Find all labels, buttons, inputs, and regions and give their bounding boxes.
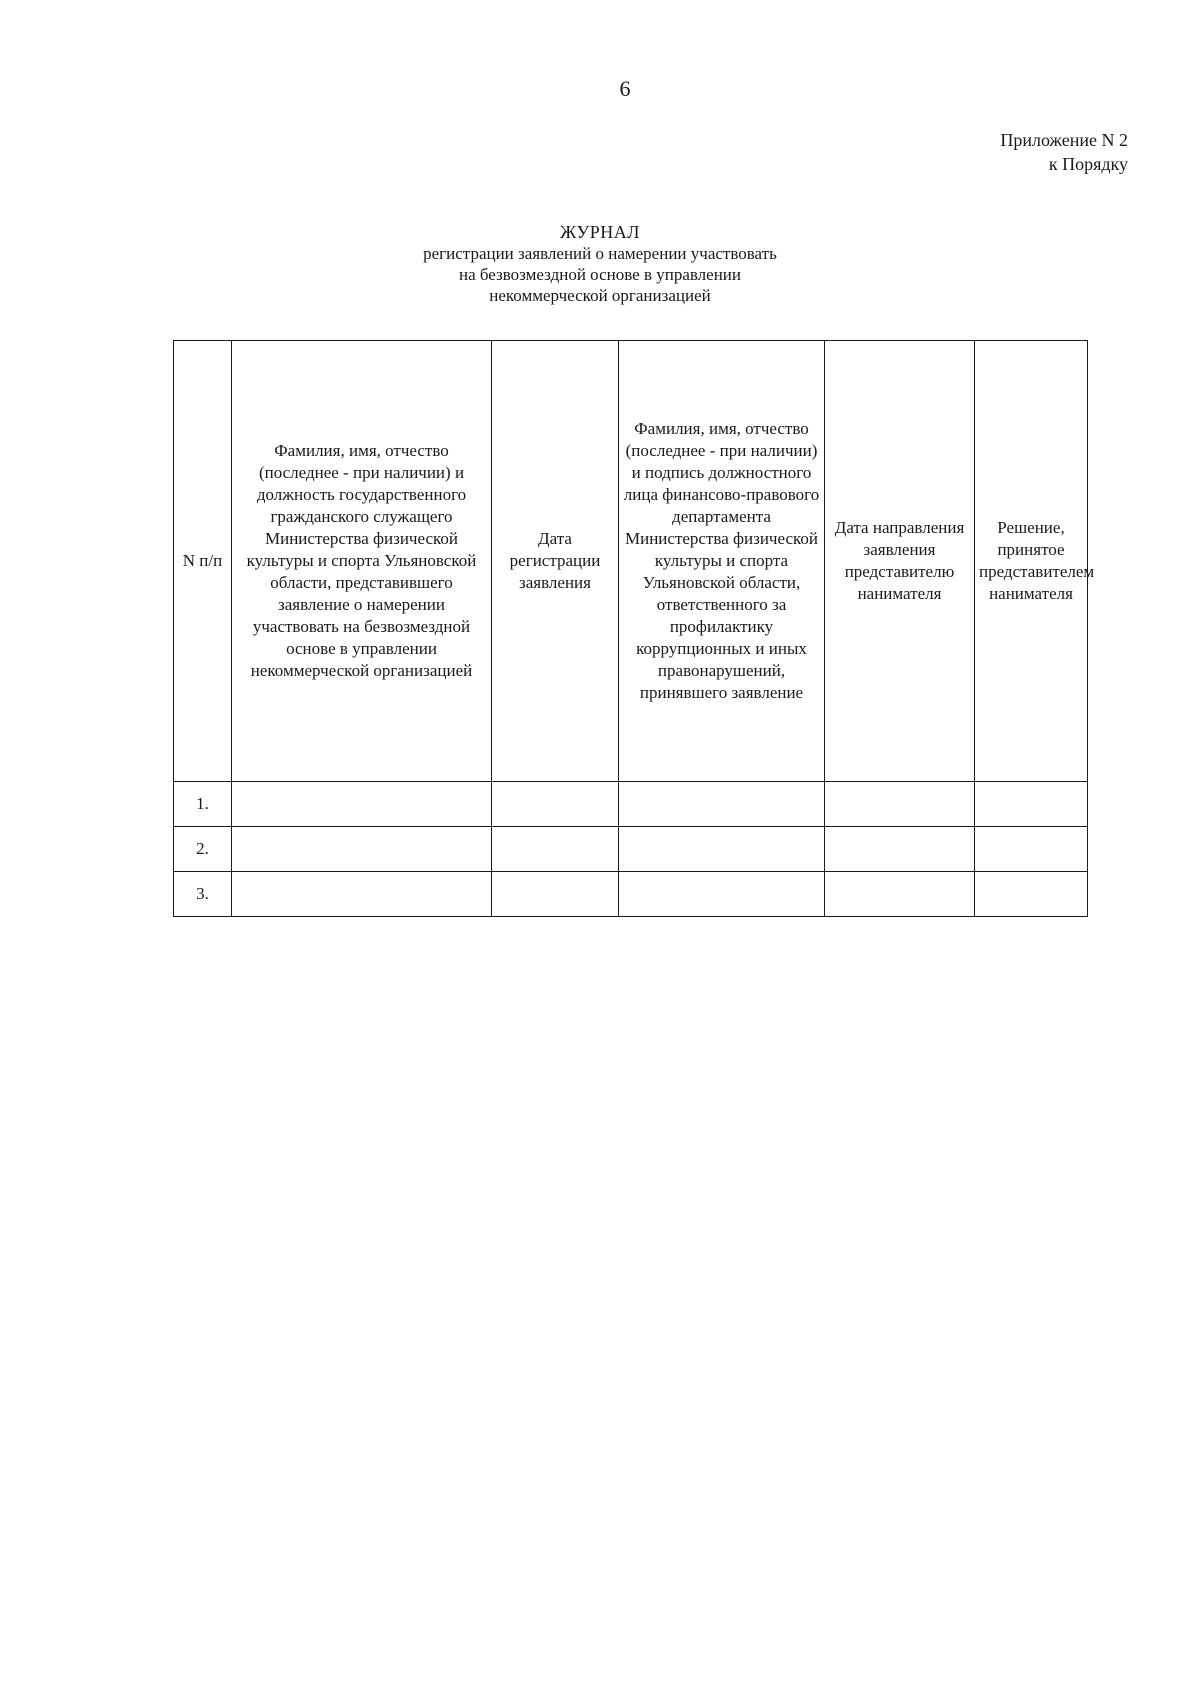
cell-decision xyxy=(975,782,1088,827)
page-number: 6 xyxy=(619,76,631,101)
cell-decision xyxy=(975,827,1088,872)
table-header-row xyxy=(174,341,1088,782)
journal-table xyxy=(173,340,1095,917)
row-number: 1. xyxy=(174,782,232,827)
appendix-line-1: Приложение N 2 xyxy=(1000,130,1128,150)
cell-sent-date xyxy=(825,827,975,872)
cell-sent-date xyxy=(825,872,975,917)
table-row xyxy=(174,782,1088,827)
header-sent-date: Дата направления заявления представителю нанимателя xyxy=(825,341,975,782)
title-line-1: регистрации заявлений о намерении участвовать xyxy=(423,244,777,263)
appendix-reference xyxy=(1000,128,1128,176)
table-row xyxy=(174,872,1088,917)
appendix-line-2: к Порядку xyxy=(1048,154,1128,174)
cell-responsible-official xyxy=(619,872,825,917)
cell-employee-name xyxy=(232,782,492,827)
header-employee-name: Фамилия, имя, отчество (последнее - при наличии) и должность государственного гражданского служащего Министерства физической культуры и спорта Ульяновской области, представившего заявление о намерении участвовать на безвозмездной основе в управлении некоммерческой организацией xyxy=(232,341,492,782)
row-number: 2. xyxy=(174,827,232,872)
cell-registration-date xyxy=(492,827,619,872)
header-registration-date: Дата регистрации заявления xyxy=(492,341,619,782)
header-decision: Решение, принятое представителем нанимателя xyxy=(975,341,1088,782)
table-header xyxy=(174,341,1095,782)
row-number: 3. xyxy=(174,872,232,917)
title-line-3: некоммерческой организацией xyxy=(489,286,711,305)
title-heading: ЖУРНАЛ xyxy=(560,222,640,242)
header-number: N п/п xyxy=(174,341,232,782)
cell-employee-name xyxy=(232,827,492,872)
cell-registration-date xyxy=(492,782,619,827)
document-title xyxy=(0,222,1200,306)
cell-responsible-official xyxy=(619,782,825,827)
header-responsible-official: Фамилия, имя, отчество (последнее - при наличии) и подпись должностного лица финансово-правового департамента Министерства физической культуры и спорта Ульяновской области, ответственного за профилактику коррупционных и иных правонарушений, принявшего заявление xyxy=(619,341,825,782)
cell-registration-date xyxy=(492,872,619,917)
cell-employee-name xyxy=(232,872,492,917)
cell-responsible-official xyxy=(619,827,825,872)
table-body xyxy=(174,782,1088,917)
cell-sent-date xyxy=(825,782,975,827)
title-line-2: на безвозмездной основе в управлении xyxy=(458,265,742,284)
cell-decision xyxy=(975,872,1088,917)
table-row xyxy=(174,827,1088,872)
